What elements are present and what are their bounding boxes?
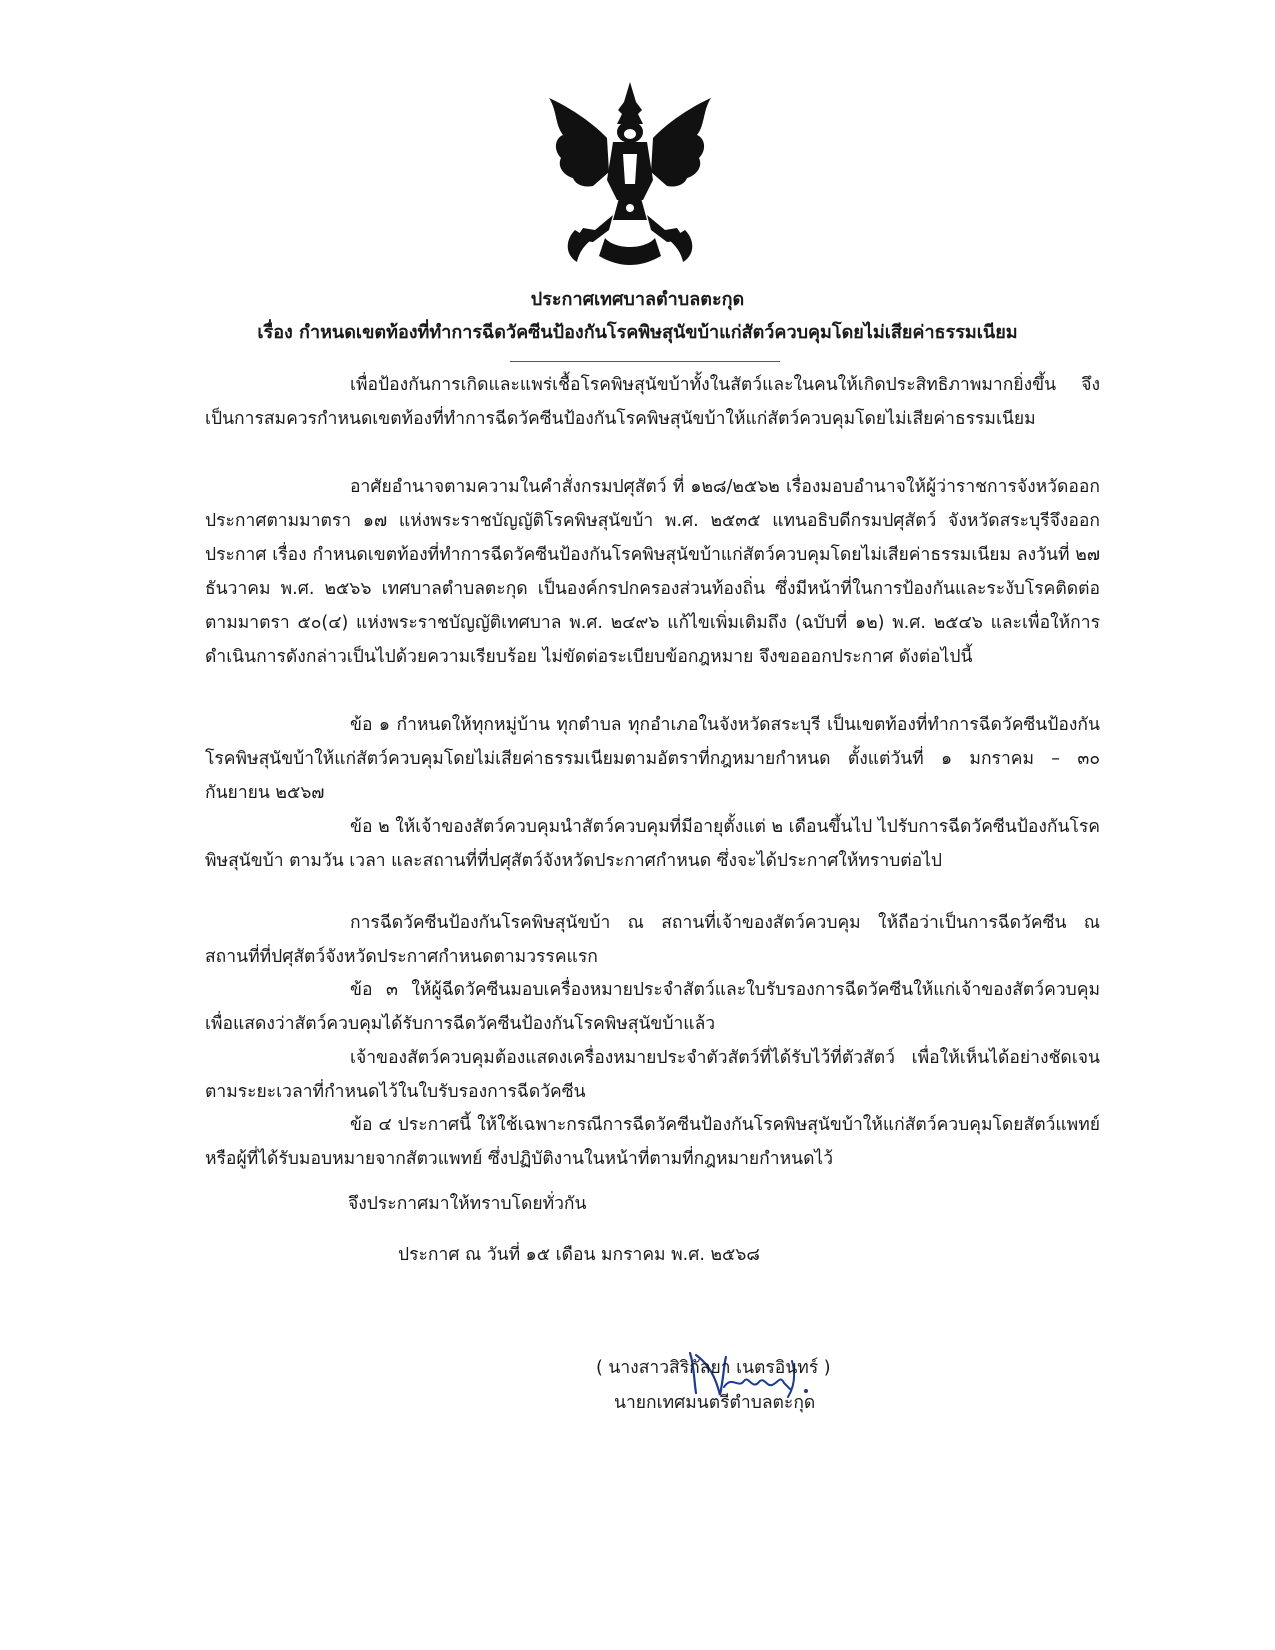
body-paragraph-clause-2: ข้อ ๒ ให้เจ้าของสัตว์ควบคุมนำสัตว์ควบคุมที่มีอายุตั้งแต่ ๒ เดือนขึ้นไป ไปรับการฉีดวัคซีนป้องกันโรคพิษสุนัขบ้า ตามวัน เวลา และสถานที่ที่ปศุสัตว์จังหวัดประกาศกำหนด ซึ่งจะได้ประกาศให้ทราบต่อไป [205, 817, 1100, 871]
heading-divider [510, 361, 780, 362]
body-paragraph-clause-1: ข้อ ๑ กำหนดให้ทุกหมู่บ้าน ทุกตำบล ทุกอำเภอในจังหวัดสระบุรี เป็นเขตท้องที่ทำการฉีดวัคซีนป้องกันโรคพิษสุนัขบ้าให้แก่สัตว์ควบคุมโดยไม่เสียค่าธรรมเนียมตามอัตราที่กฎหมายกำหนด ตั้งแต่วันที่ ๑ มกราคม – ๓๐ กันยายน ๒๕๖๗ [205, 715, 1100, 803]
announcement-subject: เรื่อง กำหนดเขตท้องที่ทำการฉีดวัคซีนป้องกันโรคพิษสุนัขบ้าแก่สัตว์ควบคุมโดยไม่เสียค่าธรรมเนียม [257, 322, 1018, 343]
garuda-emblem-icon [535, 80, 725, 270]
signer-title: นายกเทศมนตรีตำบลตะกุด [614, 1393, 816, 1413]
announcement-date: ประกาศ ณ วันที่ ๑๕ เดือน มกราคม พ.ศ. ๒๕๖๘ [398, 1245, 760, 1265]
signer-name: ( นางสาวสิริกัลยา เนตรอินทร์ ) [596, 1358, 831, 1378]
body-paragraph-clause-3: ข้อ ๓ ให้ผู้ฉีดวัคซีนมอบเครื่องหมายประจำสัตว์และใบรับรองการฉีดวัคซีนให้แก่เจ้าของสัตว์ควบคุม เพื่อแสดงว่าสัตว์ควบคุมได้รับการฉีดวัคซีนป้องกันโรคพิษสุนัขบ้าแล้ว [205, 980, 1100, 1034]
body-paragraph-clause-4: ข้อ ๔ ประกาศนี้ ให้ใช้เฉพาะกรณีการฉีดวัคซีนป้องกันโรคพิษสุนัขบ้าให้แก่สัตว์ควบคุมโดยสัตว์แพทย์หรือผู้ที่ได้รับมอบหมายจากสัตวแพทย์ ซึ่งปฏิบัติงานในหน้าที่ตามที่กฎหมายกำหนดไว้ [205, 1115, 1100, 1169]
announcement-title: ประกาศเทศบาลตำบลตะกุด [530, 289, 745, 310]
closing-notice: จึงประกาศมาให้ทราบโดยทั่วกัน [348, 1194, 587, 1214]
body-paragraph-1: เพื่อป้องกันการเกิดและแพร่เชื้อโรคพิษสุนัขบ้าทั้งในสัตว์และในคนให้เกิดประสิทธิภาพมากยิ่งขึ้น จึงเป็นการสมควรกำหนดเขตท้องที่ทำการฉีดวัคซีนป้องกันโรคพิษสุนัขบ้าให้แก่สัตว์ควบคุมโดยไม่เสียค่าธรรมเนียม [205, 375, 1100, 429]
body-paragraph-2: อาศัยอำนาจตามความในคำสั่งกรมปศุสัตว์ ที่ ๑๒๘/๒๕๖๒ เรื่องมอบอำนาจให้ผู้ว่าราชการจังหวัดออกประกาศตามมาตรา ๑๗ แห่งพระราชบัญญัติโรคพิษสุนัขบ้า พ.ศ. ๒๕๓๕ แทนอธิบดีกรมปศุสัตว์ จังหวัดสระบุรีจึงออกประกาศ เรื่อง กำหนดเขตท้องที่ทำการฉีดวัคซีนป้องกันโรคพิษสุนัขบ้าแก่สัตว์ควบคุมโดยไม่เสียค่าธรรมเนียม ลงวันที่ ๒๗ ธันวาคม พ.ศ. ๒๕๖๖ เทศบาลตำบลตะกุด เป็นองค์กรปกครองส่วนท้องถิ่น ซึ่งมีหน้าที่ในการป้องกันและระงับโรคติดต่อ ตามมาตรา ๕๐(๔) แห่งพระราชบัญญัติเทศบาล พ.ศ. ๒๔๙๖ แก้ไขเพิ่มเติมถึง (ฉบับที่ ๑๒) พ.ศ. ๒๕๔๖ และเพื่อให้การดำเนินการดังกล่าวเป็นไปด้วยความเรียบร้อย ไม่ขัดต่อระเบียบข้อกฎหมาย จึงขอออกประกาศ ดังต่อไปนี้ [205, 477, 1100, 667]
body-paragraph-clause-3-note: เจ้าของสัตว์ควบคุมต้องแสดงเครื่องหมายประจำตัวสัตว์ที่ได้รับไว้ที่ตัวสัตว์ เพื่อให้เห็นได้อย่างชัดเจน ตามระยะเวลาที่กำหนดไว้ในใบรับรองการฉีดวัคซีน [205, 1048, 1100, 1102]
body-paragraph-clause-2-note: การฉีดวัคซีนป้องกันโรคพิษสุนัขบ้า ณ สถานที่เจ้าของสัตว์ควบคุม ให้ถือว่าเป็นการฉีดวัคซีน ณ สถานที่ที่ปศุสัตว์จังหวัดประกาศกำหนดตามวรรคแรก [205, 913, 1100, 967]
